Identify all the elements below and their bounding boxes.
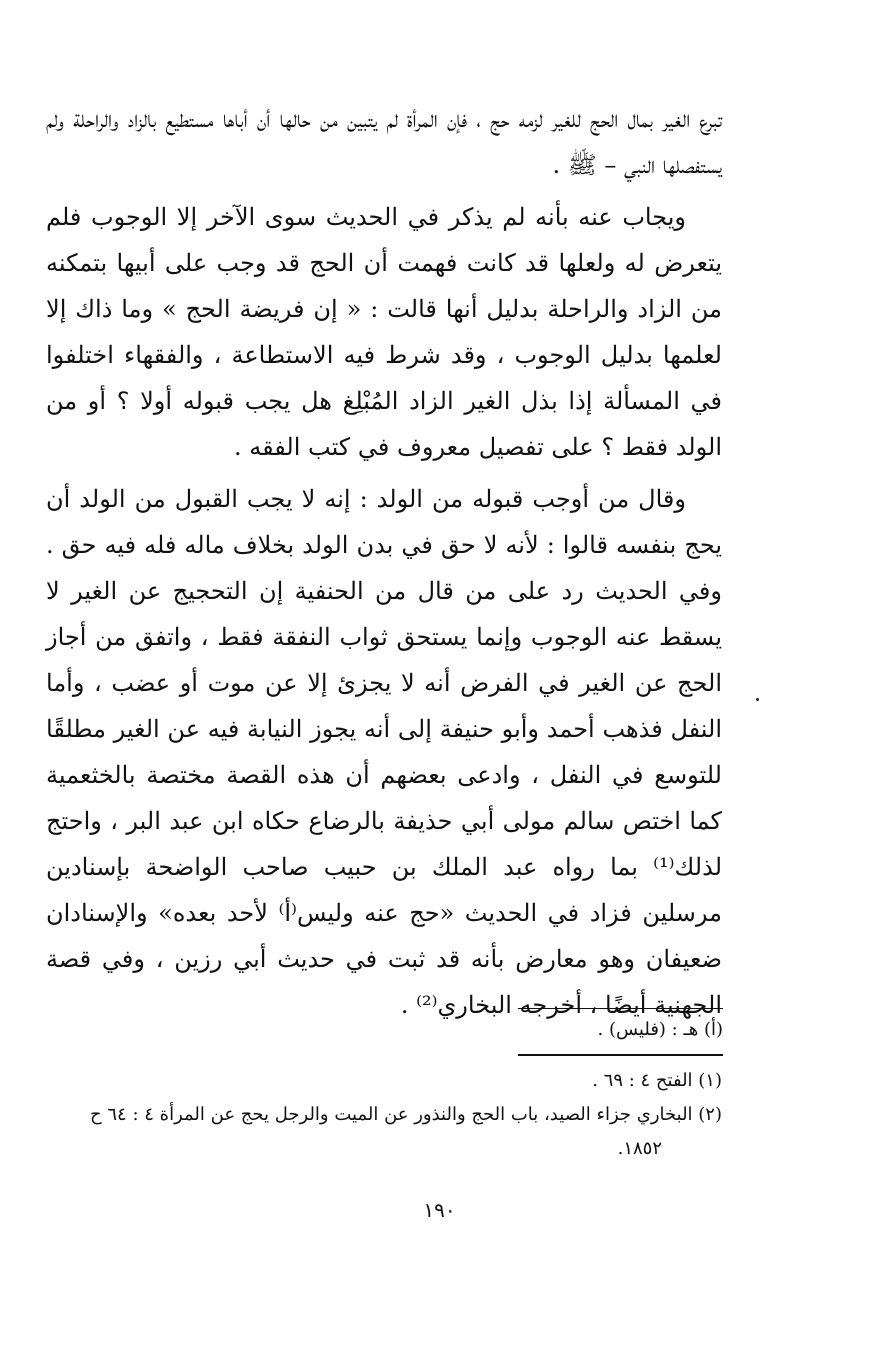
paragraph-2: ويجاب عنه بأنه لم يذكر في الحديث سوى الآخر إلا الوجوب فلم يتعرض له ولعلها قد كانت فهمت أن الحج قد وجب على أبيها بتمكنه من الزاد والراحلة بدليل أنها قالت : « إن فريضة الحج » وما ذاك إلا لعلمها بدليل الوجوب ، وقد شرط فيه الاستطاعة ، والفقهاء اختلفوا في المسألة إذا بذل الغير الزاد المُبْلِغ هل يجب قبوله أولا ؟ أو من الولد فقط ؟ على تفصيل معروف في كتب الفقه . <box>46 203 722 461</box>
footnote-1: (١) الفتح ٤ : ٦٩ . <box>592 1070 722 1091</box>
paragraph-3: وقال من أوجب قبوله من الولد : إنه لا يجب القبول من الولد أن يحج بنفسه قالوا : لأنه لا حق في بدن الولد بخلاف ماله فله فيه حق . وفي الحديث رد على من قال من الحنفية إن التحجيج عن الغير لا يسقط عنه الوجوب وإنما يستحق ثواب النفقة فقط ، واتفق من أجاز الحج عن الغير في الفرض أنه لا يجزئ إلا عن موت أو عضب ، وأما النفل فذهب أحمد وأبو حنيفة إلى أنه يجوز النيابة فيه عن الغير مطلقًا للتوسع في النفل ، وادعى بعضهم أن هذه القصة مختصة بالخثعمية كما اختص سالم مولى أبي حذيفة بالرضاع حكاه ابن عبد البر ، واحتج لذلك⁽¹⁾ بما رواه عبد الملك بن حبيب صاحب الواضحة بإسنادين مرسلين فزاد في الحديث «حج عنه وليس⁽أ⁾ لأحد بعده» والإسنادان ضعيفان وهو معارض بأنه قد ثبت في حديث أبي رزين ، وفي قصة الجهنية أيضًا ، أخرجه البخاري⁽²⁾ . <box>46 485 723 1019</box>
footnote-2: (٢) البخاري جزاء الصيد، باب الحج والنذور عن الميت والرجل يحج عن المرأة ٤ : ٦٤ ح <box>90 1104 722 1125</box>
footnote-separator-alpha <box>518 1008 723 1009</box>
page-number: ١٩٠ <box>423 1198 456 1222</box>
footnote-separator <box>518 1054 723 1056</box>
margin-dot <box>756 698 759 701</box>
footnote-2-continuation: ١٨٥٢. <box>617 1138 662 1159</box>
paragraph-1: تبرع الغير بمال الحج للغير لزمه حج ، فإن المرأة لم يتبين من حالها أن أباها مستطيع بالزاد والراحلة ولم يستفصلها النبي – ﷺ . <box>46 105 722 179</box>
footnote-alpha: (أ) هـ : (فليس) . <box>597 1019 723 1040</box>
main-text <box>46 96 722 1034</box>
footnotes <box>60 1064 722 1166</box>
